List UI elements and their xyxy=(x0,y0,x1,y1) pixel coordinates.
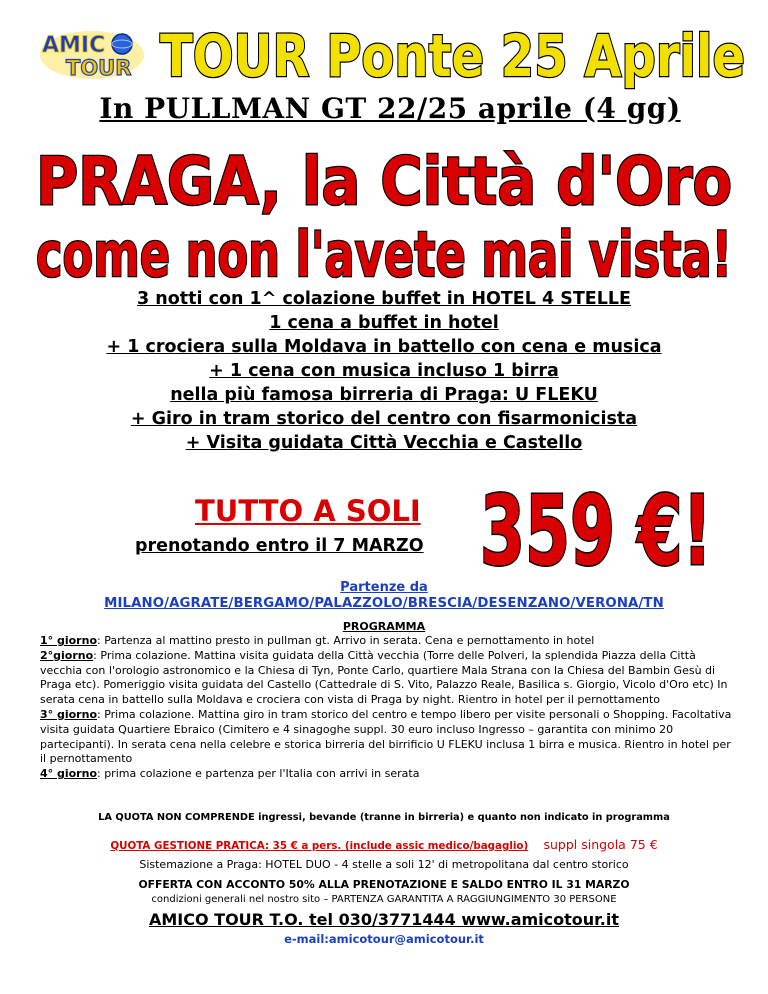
price-text: 359 €! xyxy=(480,475,712,587)
day-text: : Prima colazione. Mattina visita guidata della Città vecchia (Torre delle Polveri, la splendida Piazza della Città vecchia con l'orologio astronomico e la Chiesa di Tyn, Ponte Carlo, quartiere Mala Strana con la Chiesa del Bambin Gesù di Praga etc). Pomeriggio visita guidata del Castello (Cattedrale di S. Vito, Palazzo Reale, Basilica s. Giorgio, Vicolo d'Oro etc) In serata cena in battello sulla Moldava e crociera con vista di Praga by night. Rientro in hotel per il pernottamento xyxy=(40,648,728,707)
day-label: 3° giorno xyxy=(40,707,97,721)
feature-item: 1 cena a buffet in hotel xyxy=(269,313,499,333)
feature-item: + Visita guidata Città Vecchia e Castello xyxy=(185,433,583,453)
departure-cities: MILANO/AGRATE/BERGAMO/PALAZZOLO/BRESCIA/DESENZANO/VERONA/TN xyxy=(104,596,664,611)
day-text: : Prima colazione. Mattina giro in tram storico del centro e tempo libero per visite personali o Shopping. Facoltativa visita guidata Quartiere Ebraico (Cimitero e 4 sinagoghe suppl. 30 euro incluso Ingresso – garantita con minimo 20 partecipanti). In serata cena nella celebre e storica birreria del birrificio U FLEKU inclusa 1 birra e musica. Rientro in hotel per il pernottamento xyxy=(40,707,732,766)
program-heading: PROGRAMMA xyxy=(342,620,426,633)
program-day xyxy=(40,634,740,649)
booking-deadline: prenotando entro il 7 MARZO xyxy=(135,536,424,556)
features-list xyxy=(20,287,748,455)
tour-title-text: TOUR Ponte 25 Aprile xyxy=(160,22,745,90)
headline-line-2: come non l'avete mai vista! xyxy=(36,218,732,291)
program-day xyxy=(40,708,740,767)
single-supplement: suppl singola 75 € xyxy=(543,837,658,852)
program-days xyxy=(40,634,740,782)
feature-item: + 1 cena con musica incluso 1 birra xyxy=(209,361,559,381)
feature-item: 3 notti con 1^ colazione buffet in HOTEL 4 STELLE xyxy=(137,289,631,309)
price-badge xyxy=(478,475,718,587)
day-label: 4° giorno xyxy=(40,767,97,781)
logo-graphic xyxy=(38,28,146,80)
logo-globe-icon xyxy=(112,34,132,54)
program-day xyxy=(40,767,740,782)
feature-item: + 1 crociera sulla Moldava in battello con cena e musica xyxy=(106,337,662,357)
deposit-offer: OFFERTA CON ACCONTO 50% ALLA PRENOTAZIONE E SALDO ENTRO IL 31 MARZO xyxy=(138,878,630,891)
contact-line: AMICO TOUR T.O. tel 030/3771444 www.amicotour.it xyxy=(148,910,619,929)
logo-amic-text: AMIC xyxy=(42,33,106,58)
amico-tour-logo xyxy=(38,28,146,80)
feature-item: nella più famosa birreria di Praga: U FLEKU xyxy=(170,385,598,405)
pullman-dates-subtitle: In PULLMAN GT 22/25 aprile (4 gg) xyxy=(99,92,681,125)
contact-email: e-mail:amicotour@amicotour.it xyxy=(284,932,484,946)
tour-title xyxy=(160,20,750,90)
logo-tour-text: TOUR xyxy=(66,56,132,80)
praga-headline xyxy=(30,140,740,290)
tutto-a-soli-label: TUTTO A SOLI xyxy=(195,494,421,528)
day-text: : prima colazione e partenza per l'Italia con arrivi in serata xyxy=(97,767,420,781)
day-label: 1° giorno xyxy=(40,634,97,647)
day-text: : Partenza al mattino presto in pullman gt. Arrivo in serata. Cena e pernottamento in hotel xyxy=(97,634,595,647)
headline-line-1: PRAGA, la Città d'Oro xyxy=(36,143,732,220)
day-label: 2°giorno xyxy=(40,648,94,662)
not-included-note: LA QUOTA NON COMPRENDE ingressi, bevande (tranne in birreria) e quanto non indicato in programma xyxy=(98,812,670,823)
management-fee: QUOTA GESTIONE PRATICA: 35 € a pers. (include assic medico/bagaglio) xyxy=(110,840,529,852)
conditions-note: condizioni generali nel nostro sito – PARTENZA GARANTITA A RAGGIUNGIMENTO 30 PERSONE xyxy=(151,894,617,905)
departures-label: Partenze da xyxy=(340,580,428,595)
fees-line xyxy=(0,834,768,853)
feature-item: + Giro in tram storico del centro con fisarmonicista xyxy=(130,409,638,429)
accommodation-info: Sistemazione a Praga: HOTEL DUO - 4 stelle a soli 12' di metropolitana dal centro storico xyxy=(139,858,629,871)
program-day xyxy=(40,649,740,708)
